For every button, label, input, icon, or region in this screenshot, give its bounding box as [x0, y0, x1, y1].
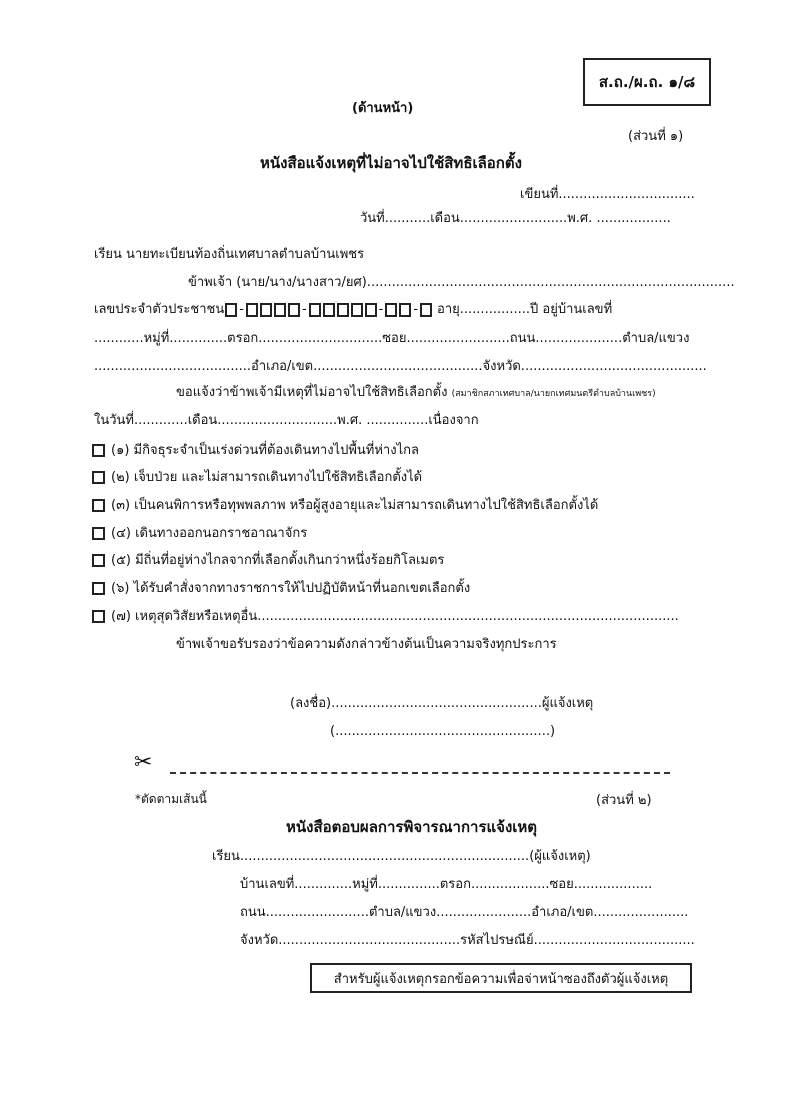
reason-text: (๓) เป็นคนพิการหรือทุพพลภาพ หรือผู้สูงอายุและไม่สามารถเดินทางไปใช้สิทธิเลือกตั้งได้: [111, 498, 599, 513]
id-digit-box[interactable]: [309, 303, 321, 317]
signature-field[interactable]: (ลงชื่อ)...................................................ผู้แจ้งเหตุ: [290, 696, 594, 711]
id-separator: -: [239, 302, 244, 317]
id-digit-box[interactable]: [337, 303, 349, 317]
id-digit-box[interactable]: [225, 303, 237, 317]
id-separator: -: [301, 302, 307, 317]
id-digit-box[interactable]: [385, 303, 397, 317]
reason-text: (๗) เหตุสุดวิสัยหรือเหตุอื่น......................................................................................................: [111, 609, 679, 624]
reason-option-5[interactable]: [92, 552, 444, 570]
reason-option-2[interactable]: [92, 469, 422, 487]
age-address-field[interactable]: อายุ.................ปี อยู่บ้านเลขที่: [437, 302, 613, 317]
name-field[interactable]: ข้าพเจ้า (นาย/นาง/นางสาว/ยศ).........................................................................................: [188, 275, 735, 290]
reason-text: (๖) ได้รับคำสั่งจากทางราชการให้ไปปฏิบัติหน้าที่นอกเขตเลือกตั้ง: [111, 581, 471, 596]
notify-line: [176, 384, 656, 403]
id-digit-box[interactable]: [288, 303, 300, 317]
notify-text: ขอแจ้งว่าข้าพเจ้ามีเหตุที่ไม่อาจไปใช้สิทธิเลือกตั้ง: [176, 385, 448, 400]
envelope-notice: สำหรับผู้แจ้งเหตุกรอกข้อความเพื่อจ่าหน้าซองถึงตัวผู้แจ้งเหตุ: [333, 971, 669, 987]
reason-text: (๒) เจ็บป่วย และไม่สามารถเดินทางไปใช้สิทธิเลือกตั้งได้: [111, 470, 423, 485]
form-code-box: [583, 58, 711, 106]
id-digit-box[interactable]: [351, 303, 363, 317]
scissors-icon: ✂: [134, 750, 153, 775]
written-at-field[interactable]: เขียนที่.................................: [520, 187, 695, 202]
notify-position: (สมาชิกสภาเทศบาล/นายกเทศมนตรีตำบลบ้านเพชร): [451, 389, 656, 399]
reason-text: (๔) เดินทางออกนอกราชอาณาจักร: [111, 526, 308, 541]
id-number-boxes[interactable]: [224, 301, 433, 319]
reason-text: (๑) มีกิจธุระจำเป็นเร่งด่วนที่ต้องเดินทางไปพื้นที่ห่างไกล: [111, 443, 419, 458]
date-field[interactable]: วันที่...........เดือน..........................พ.ศ. ..................: [360, 211, 671, 226]
reason-checkbox[interactable]: [92, 499, 105, 512]
front-side-label: (ด้านหน้า): [352, 101, 414, 116]
reply-road-field[interactable]: ถนน.........................ตำบล/แขวง.......................อำเภอ/เขต.......................: [240, 905, 689, 920]
reason-option-4[interactable]: [92, 525, 307, 543]
reply-house-field[interactable]: บ้านเลขที่..............หมู่ที่...............ตรอก...................ซอย...................: [240, 877, 653, 892]
certify-statement: ข้าพเจ้าขอรับรองว่าข้อความดังกล่าวข้างต้นเป็นความจริงทุกประการ: [176, 637, 557, 652]
reason-checkbox[interactable]: [92, 471, 105, 484]
id-digit-box[interactable]: [323, 303, 335, 317]
reason-option-3[interactable]: [92, 497, 598, 515]
reason-text: (๕) มีถิ่นที่อยู่ห่างไกลจากที่เลือกตั้งเกินกว่าหนึ่งร้อยกิโลเมตร: [111, 553, 445, 568]
reason-checkbox[interactable]: [92, 610, 105, 623]
recipient-line: เรียน นายทะเบียนท้องถิ่นเทศบาลตำบลบ้านเพชร: [94, 247, 365, 262]
election-day-field[interactable]: ในวันที่.............เดือน.............................พ.ศ. ...............เนื่องจาก: [94, 413, 479, 428]
cut-note: *ตัดตามเส้นนี้: [135, 792, 207, 806]
id-digit-box[interactable]: [399, 303, 411, 317]
part2-label: (ส่วนที่ ๒): [596, 793, 652, 808]
address-line-1[interactable]: ............หมู่ที่..............ตรอก..............................ซอย.........................ถนน.....................ตำบล/แขวง: [94, 331, 690, 346]
part1-label: (ส่วนที่ ๑): [628, 129, 684, 144]
reason-checkbox[interactable]: [92, 527, 105, 540]
part1-title: หนังสือแจ้งเหตุที่ไม่อาจไปใช้สิทธิเลือกตั้ง: [260, 154, 522, 172]
id-digit-box[interactable]: [246, 303, 258, 317]
signature-name-field[interactable]: (....................................................): [330, 724, 556, 739]
reply-recipient-field[interactable]: เรียน......................................................................(ผู้แจ้งเหตุ): [212, 849, 591, 864]
id-separator: -: [413, 302, 419, 317]
id-row: [94, 301, 612, 319]
form-code: ส.ถ./ผ.ถ. ๑/๘: [598, 73, 696, 91]
address-line-2[interactable]: ......................................อำเภอ/เขต.........................................จังหวัด.............................................: [94, 359, 707, 374]
reply-province-field[interactable]: จังหวัด............................................รหัสไปรษณีย์.......................................: [240, 933, 695, 948]
id-digit-box[interactable]: [420, 303, 432, 317]
id-digit-box[interactable]: [365, 303, 377, 317]
reason-checkbox[interactable]: [92, 444, 105, 457]
cut-line: [170, 772, 670, 774]
id-separator: -: [378, 302, 384, 317]
part2-title: หนังสือตอบผลการพิจารณาการแจ้งเหตุ: [286, 818, 538, 836]
reason-option-6[interactable]: [92, 580, 470, 598]
reason-option-7[interactable]: [92, 608, 679, 626]
reason-checkbox[interactable]: [92, 582, 105, 595]
envelope-notice-box: [310, 963, 692, 993]
id-digit-box[interactable]: [274, 303, 286, 317]
id-digit-box[interactable]: [260, 303, 272, 317]
reason-option-1[interactable]: [92, 442, 419, 460]
id-label: เลขประจำตัวประชาชน: [94, 302, 225, 317]
reason-checkbox[interactable]: [92, 554, 105, 567]
